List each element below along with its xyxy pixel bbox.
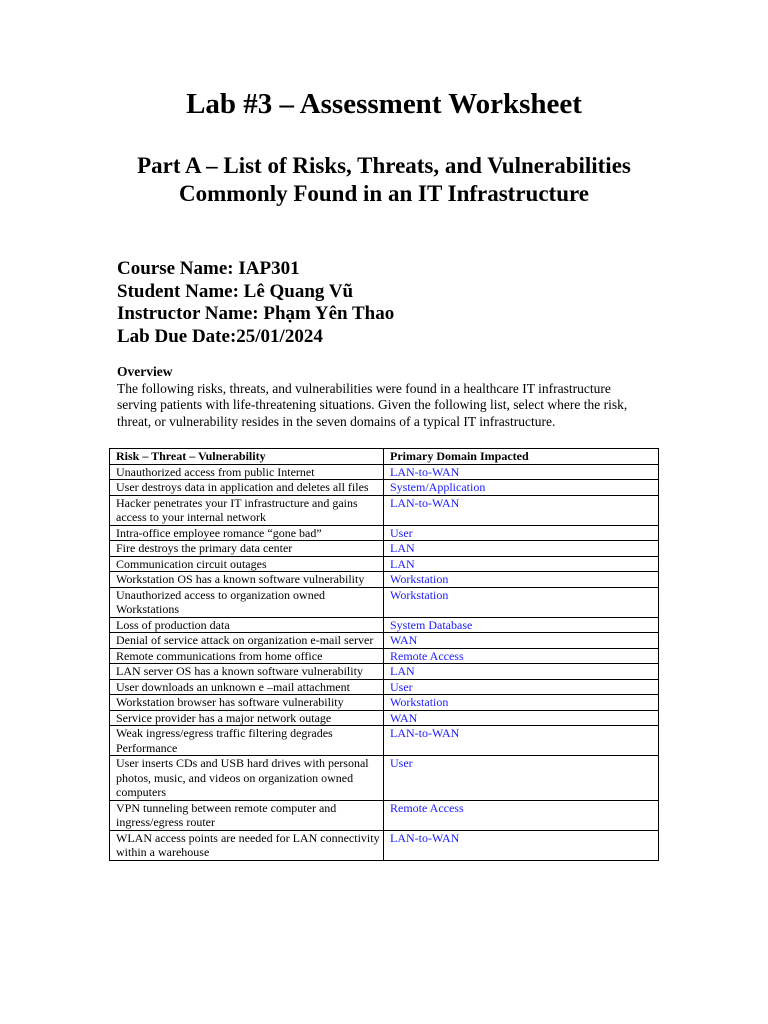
table-row [110,541,659,557]
table-header-row [110,449,659,465]
table-row [110,617,659,633]
risk-cell: Intra-office employee romance “gone bad” [110,525,384,541]
header-domain: Primary Domain Impacted [384,449,659,465]
risk-cell: Fire destroys the primary data center [110,541,384,557]
domain-cell: LAN-to-WAN [384,726,659,756]
domain-cell: LAN-to-WAN [384,830,659,860]
domain-cell: WAN [384,710,659,726]
table-row [110,572,659,588]
domain-cell: WAN [384,633,659,649]
risk-cell: User inserts CDs and USB hard drives with personal photos, music, and videos on organization owned computers [110,756,384,801]
table-row [110,710,659,726]
risk-cell: Workstation browser has software vulnerability [110,695,384,711]
course-name: Course Name: IAP301 [117,258,300,279]
domain-cell: User [384,525,659,541]
domain-cell: LAN [384,541,659,557]
risk-cell: Weak ingress/egress traffic filtering degrades Performance [110,726,384,756]
domain-cell: LAN-to-WAN [384,495,659,525]
risk-cell: Remote communications from home office [110,648,384,664]
header-risk: Risk – Threat – Vulnerability [110,449,384,465]
table-row [110,525,659,541]
risk-domain-table [109,448,659,861]
table-row [110,800,659,830]
risk-cell: Unauthorized access to organization owned Workstations [110,587,384,617]
table-row [110,664,659,680]
table-row [110,830,659,860]
overview-heading: Overview [117,364,173,379]
risk-cell: Denial of service attack on organization e-mail server [110,633,384,649]
risk-cell: User downloads an unknown e –mail attachment [110,679,384,695]
domain-cell: Remote Access [384,648,659,664]
risk-cell: Unauthorized access from public Internet [110,464,384,480]
domain-cell: LAN [384,556,659,572]
domain-cell: Remote Access [384,800,659,830]
table-body [110,464,659,860]
instructor-name: Instructor Name: Phạm Yên Thao [117,303,395,324]
table-row [110,756,659,801]
lab-info [117,258,394,348]
table-row [110,587,659,617]
table-row [110,679,659,695]
table-row [110,633,659,649]
risk-cell: Loss of production data [110,617,384,633]
student-name: Student Name: Lê Quang Vũ [117,280,354,302]
risk-cell: Workstation OS has a known software vulnerability [110,572,384,588]
risk-cell: User destroys data in application and deletes all files [110,480,384,496]
domain-cell: LAN [384,664,659,680]
page-subtitle: Part A – List of Risks, Threats, and Vulnerabilities Commonly Found in an IT Infrastructure [137,153,631,206]
lab-due-date: Lab Due Date:25/01/2024 [117,325,323,347]
domain-cell: LAN-to-WAN [384,464,659,480]
table-row [110,648,659,664]
risk-cell: WLAN access points are needed for LAN connectivity within a warehouse [110,830,384,860]
domain-cell: User [384,679,659,695]
risk-cell: Communication circuit outages [110,556,384,572]
table-row [110,695,659,711]
domain-cell: System/Application [384,480,659,496]
domain-cell: Workstation [384,695,659,711]
risk-cell: VPN tunneling between remote computer and ingress/egress router [110,800,384,830]
table-row [110,464,659,480]
risk-cell: Hacker penetrates your IT infrastructure and gains access to your internal network [110,495,384,525]
domain-cell: System Database [384,617,659,633]
table-row [110,480,659,496]
domain-cell: Workstation [384,572,659,588]
risk-cell: Service provider has a major network outage [110,710,384,726]
table-row [110,556,659,572]
page-title: Lab #3 – Assessment Worksheet [186,88,582,120]
domain-cell: Workstation [384,587,659,617]
risk-cell: LAN server OS has a known software vulnerability [110,664,384,680]
overview-text: The following risks, threats, and vulnerabilities were found in a healthcare IT infrastructure serving patients with life-threatening situations. Given the following list, select where the risk, threat, or vulnerability resides in the seven domains of a typical IT infrastructure. [117,381,628,429]
table-row [110,495,659,525]
table-row [110,726,659,756]
domain-cell: User [384,756,659,801]
